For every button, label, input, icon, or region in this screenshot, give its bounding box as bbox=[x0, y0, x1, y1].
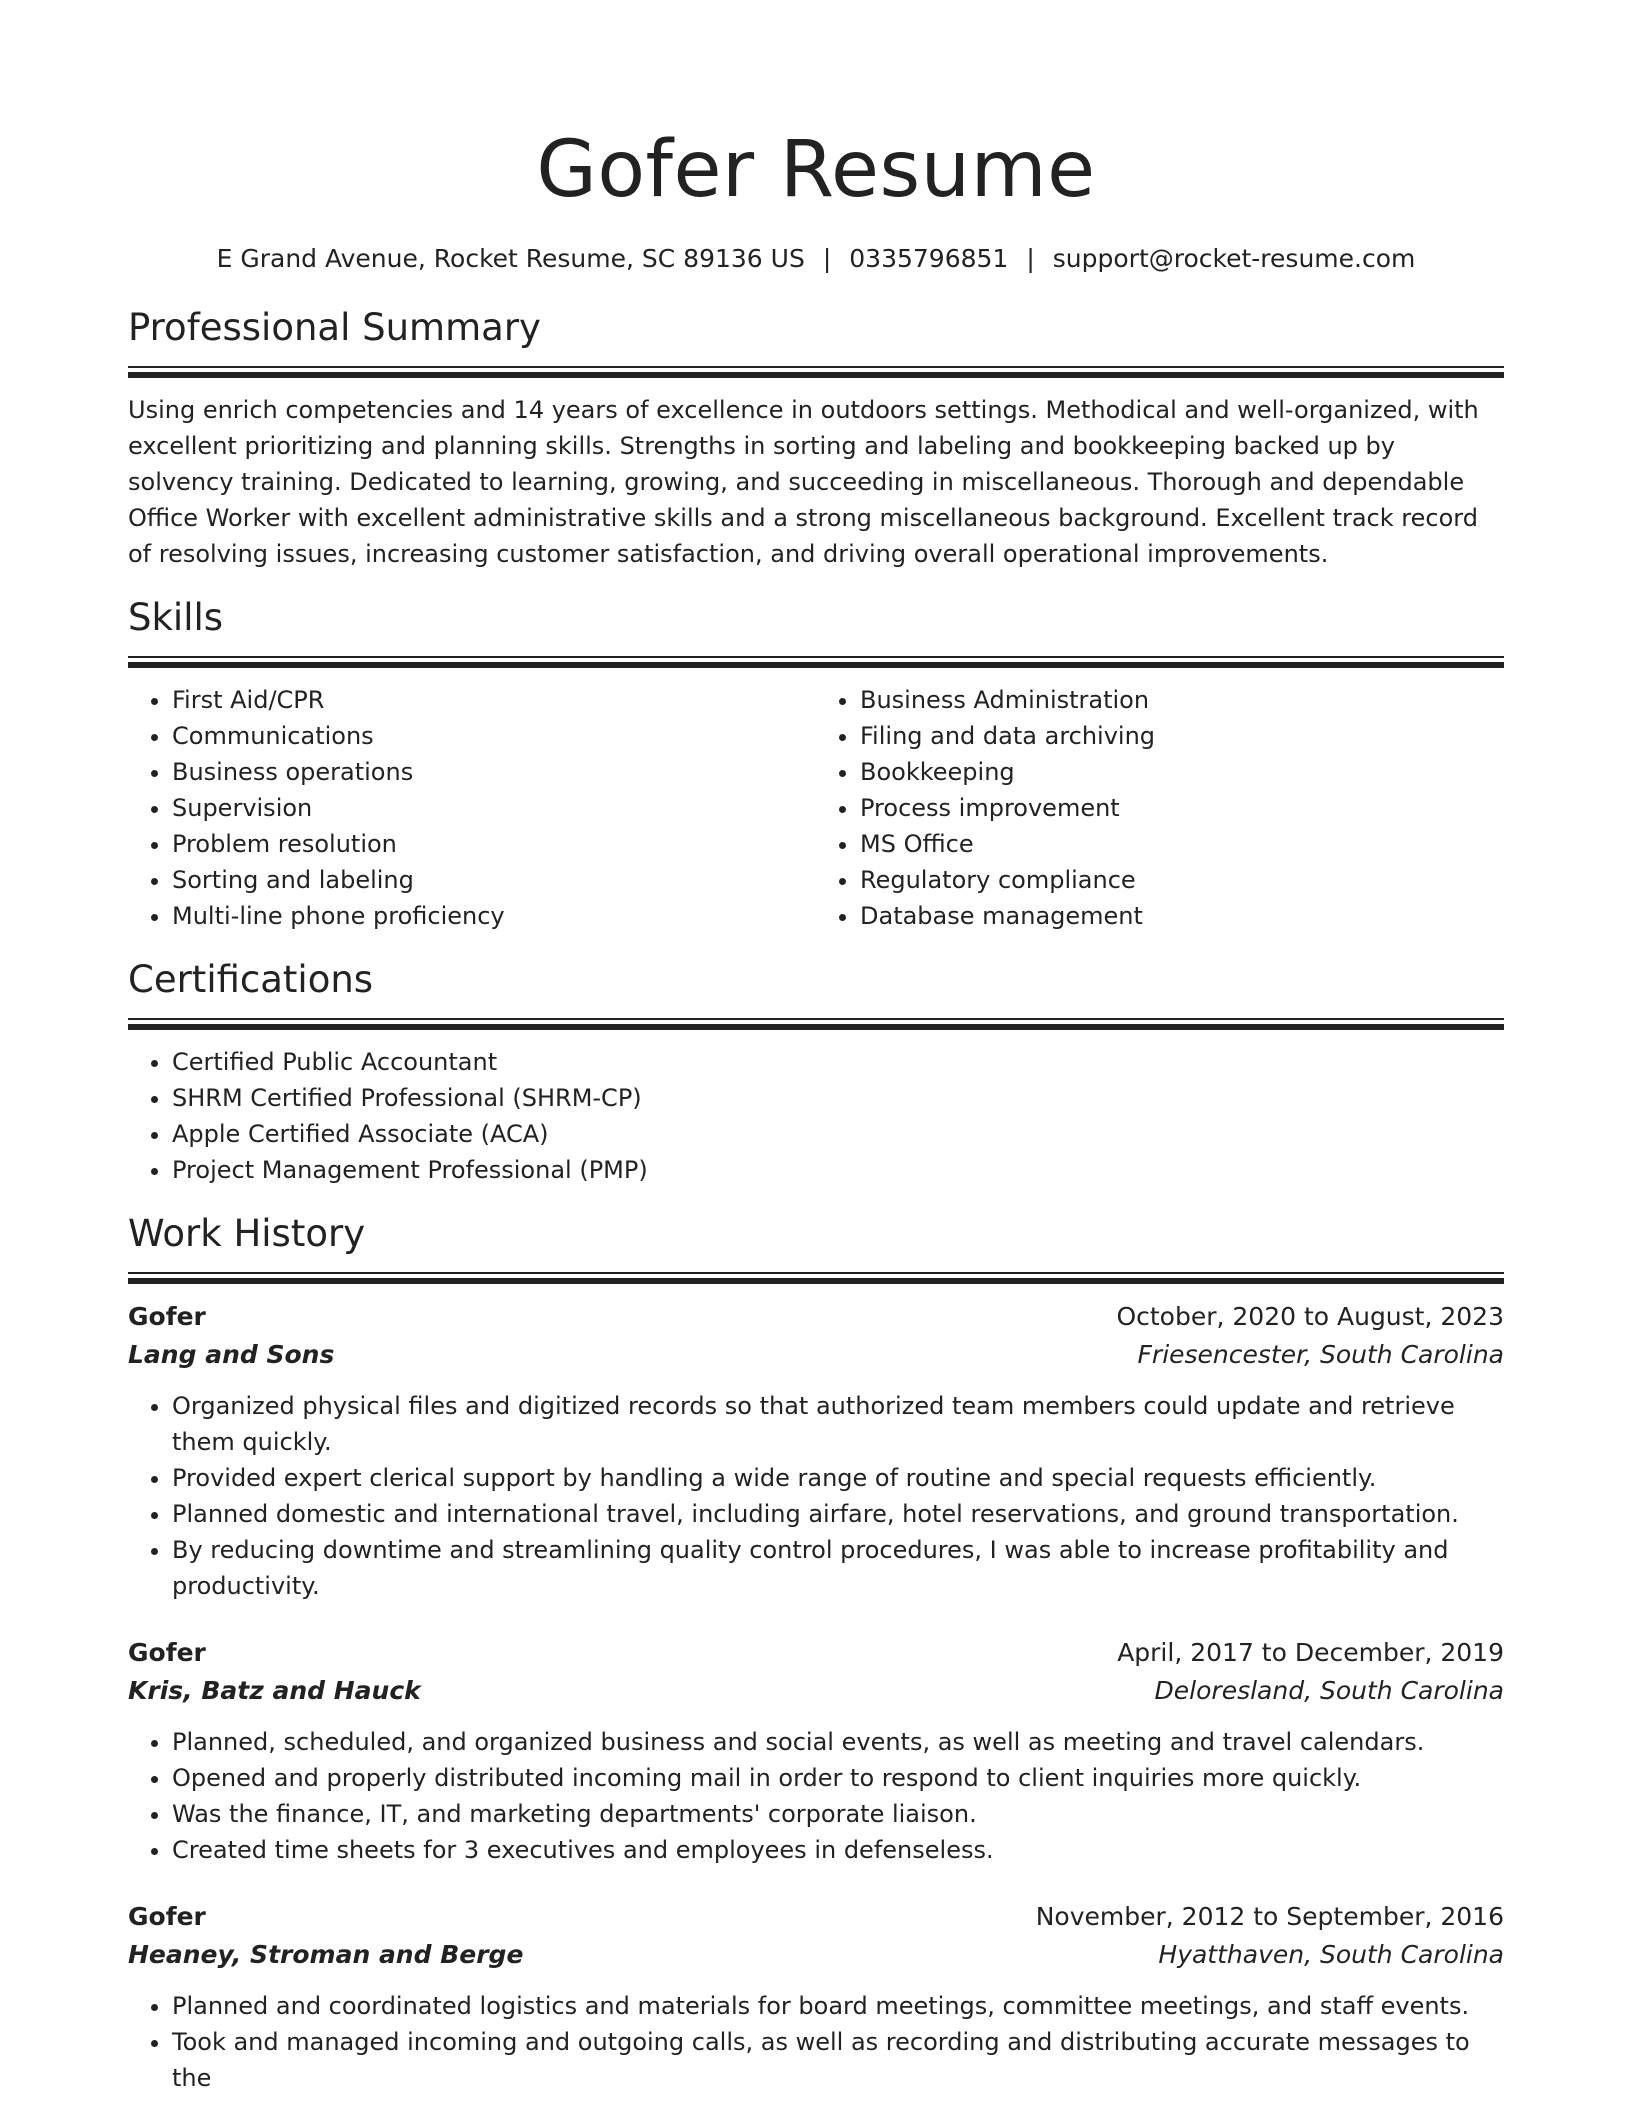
skill-item: • Sorting and labeling bbox=[172, 862, 816, 898]
job-header-row bbox=[128, 1898, 1504, 1936]
job-bullet: • Created time sheets for 3 executives and employees in defenseless. bbox=[172, 1832, 1504, 1868]
job-bullet: • Was the finance, IT, and marketing departments' corporate liaison. bbox=[172, 1796, 1504, 1832]
job-title: Gofer bbox=[128, 1902, 206, 1931]
job-bullets bbox=[128, 1988, 1504, 2096]
job-bullet: • Provided expert clerical support by handling a wide range of routine and special requests efficiently. bbox=[172, 1460, 1504, 1496]
skill-item: • Bookkeeping bbox=[860, 754, 1504, 790]
skill-item: • Supervision bbox=[172, 790, 816, 826]
skills-column-right bbox=[816, 668, 1504, 934]
job-bullet: • By reducing downtime and streamlining quality control procedures, I was able to increase profitability and productivity. bbox=[172, 1532, 1504, 1604]
job-dates: April, 2017 to December, 2019 bbox=[1117, 1638, 1504, 1667]
skill-item: • Process improvement bbox=[860, 790, 1504, 826]
job-company: Heaney, Stroman and Berge bbox=[128, 1940, 524, 1969]
skill-item: • Filing and data archiving bbox=[860, 718, 1504, 754]
skills-list-left bbox=[128, 682, 816, 934]
job-bullet: • Organized physical files and digitized records so that authorized team members could update and retrieve them quickly. bbox=[172, 1388, 1504, 1460]
certifications-section bbox=[128, 956, 1504, 1188]
resume-content bbox=[128, 0, 1504, 2126]
job-bullet: • Opened and properly distributed incoming mail in order to respond to client inquiries more quickly. bbox=[172, 1760, 1504, 1796]
contact-separator: | bbox=[1026, 244, 1035, 273]
summary-section bbox=[128, 304, 1504, 572]
job-bullet: • Planned domestic and international travel, including airfare, hotel reservations, and ground transportation. bbox=[172, 1496, 1504, 1532]
contact-line bbox=[128, 242, 1504, 276]
section-divider bbox=[128, 366, 1504, 378]
section-divider bbox=[128, 1018, 1504, 1030]
contact-address: E Grand Avenue, Rocket Resume, SC 89136 US bbox=[216, 244, 805, 273]
job-location: Hyatthaven, South Carolina bbox=[1158, 1940, 1504, 1969]
section-title-summary: Professional Summary bbox=[128, 306, 541, 349]
job-bullet: • Planned and coordinated logistics and materials for board meetings, committee meetings, and staff events. bbox=[172, 1988, 1504, 2024]
section-title-skills: Skills bbox=[128, 596, 224, 639]
skill-item: • Communications bbox=[172, 718, 816, 754]
job-company: Kris, Batz and Hauck bbox=[128, 1676, 421, 1705]
contact-separator: | bbox=[822, 244, 832, 273]
job-entry bbox=[128, 1898, 1504, 2096]
job-company-row bbox=[128, 1672, 1504, 1710]
job-location: Deloresland, South Carolina bbox=[1154, 1676, 1504, 1705]
certifications-list bbox=[128, 1044, 1504, 1188]
job-company-row bbox=[128, 1936, 1504, 1974]
section-title-work-history: Work History bbox=[128, 1212, 366, 1255]
job-title: Gofer bbox=[128, 1302, 206, 1331]
job-company: Lang and Sons bbox=[128, 1340, 335, 1369]
skill-item: • Business operations bbox=[172, 754, 816, 790]
job-dates: November, 2012 to September, 2016 bbox=[1035, 1902, 1504, 1931]
job-header-row bbox=[128, 1298, 1504, 1336]
job-bullets bbox=[128, 1724, 1504, 1868]
job-bullet: • Planned, scheduled, and organized business and social events, as well as meeting and travel calendars. bbox=[172, 1724, 1504, 1760]
skill-item: • MS Office bbox=[860, 826, 1504, 862]
section-divider bbox=[128, 656, 1504, 668]
contact-phone: 0335796851 bbox=[849, 244, 1009, 273]
job-bullet: • Took and managed incoming and outgoing calls, as well as recording and distributing accurate messages to the bbox=[172, 2024, 1504, 2096]
skill-item: • Regulatory compliance bbox=[860, 862, 1504, 898]
skill-item: • Database management bbox=[860, 898, 1504, 934]
skill-item: • First Aid/CPR bbox=[172, 682, 816, 718]
contact-email: support@rocket-resume.com bbox=[1052, 244, 1416, 273]
skills-list-right bbox=[816, 682, 1504, 934]
job-entry bbox=[128, 1298, 1504, 1604]
job-header-row bbox=[128, 1634, 1504, 1672]
summary-text: Using enrich competencies and 14 years of excellence in outdoors settings. Methodical and well-organized, with excellent prioritizing and planning skills. Strengths in sorting and labeling and bookkeeping backed up by solvency training. Dedicated to learning, growing, and succeeding in miscellaneous. Thorough and dependable Office Worker with excellent administrative skills and a strong miscellaneous background. Excellent track record of resolving issues, increasing customer satisfaction, and driving overall operational improvements. bbox=[128, 396, 1479, 568]
section-divider bbox=[128, 1272, 1504, 1284]
skill-item: • Multi-line phone proficiency bbox=[172, 898, 816, 934]
job-title: Gofer bbox=[128, 1638, 206, 1667]
job-dates: October, 2020 to August, 2023 bbox=[1116, 1302, 1504, 1331]
skill-item: • Problem resolution bbox=[172, 826, 816, 862]
work-history-section bbox=[128, 1210, 1504, 2096]
certification-item: • SHRM Certified Professional (SHRM-CP) bbox=[172, 1080, 1504, 1116]
certification-item: • Project Management Professional (PMP) bbox=[172, 1152, 1504, 1188]
certification-item: • Certified Public Accountant bbox=[172, 1044, 1504, 1080]
job-bullets bbox=[128, 1388, 1504, 1604]
skills-columns bbox=[128, 668, 1504, 934]
skills-column-left bbox=[128, 668, 816, 934]
certification-item: • Apple Certified Associate (ACA) bbox=[172, 1116, 1504, 1152]
skills-section bbox=[128, 594, 1504, 934]
resume-name: Gofer Resume bbox=[536, 125, 1096, 215]
job-location: Friesencester, South Carolina bbox=[1137, 1340, 1504, 1369]
section-title-certifications: Certifications bbox=[128, 958, 374, 1001]
job-company-row bbox=[128, 1336, 1504, 1374]
skill-item: • Business Administration bbox=[860, 682, 1504, 718]
job-entry bbox=[128, 1634, 1504, 1868]
